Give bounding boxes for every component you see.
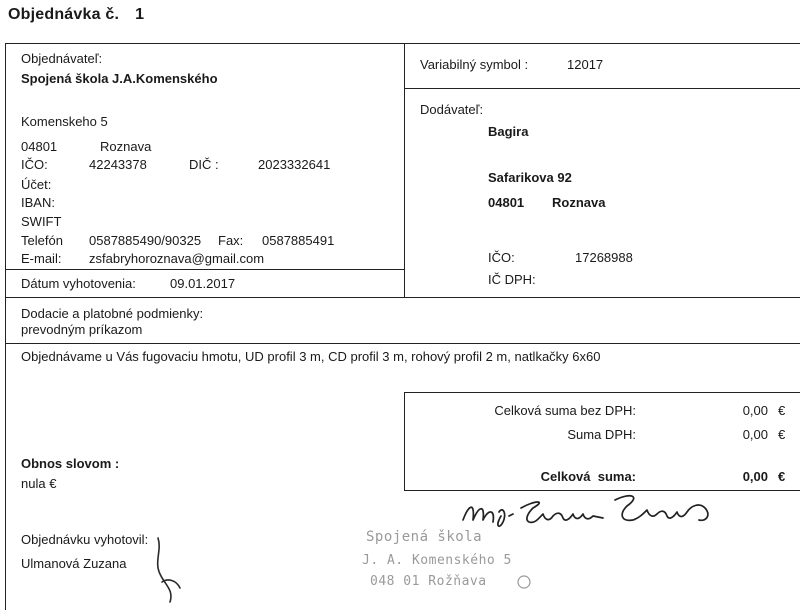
orderer-dic-label: DIČ :	[189, 157, 219, 172]
orderer-zip: 04801	[21, 139, 58, 154]
order-text-divider	[5, 343, 800, 344]
date-label: Dátum vyhotovenia:	[21, 276, 136, 291]
supplier-street: Safarikova 92	[488, 170, 572, 185]
orderer-swift-label: SWIFT	[21, 214, 62, 229]
supplier-name: Bagira	[488, 124, 529, 139]
orderer-street: Komenskeho 5	[21, 114, 108, 129]
variable-symbol-label: Variabilný symbol :	[420, 57, 529, 72]
orderer-name: Spojená škola J.A.Komenského	[21, 71, 218, 86]
orderer-fax: 0587885491	[262, 233, 335, 248]
stamp-line-1: Spojená škola	[366, 529, 483, 545]
date-divider	[5, 269, 404, 270]
issued-by-name: Ulmanová Zuzana	[21, 556, 127, 571]
orderer-ico-label: IČO:	[21, 157, 48, 172]
totals-box-top	[404, 392, 800, 393]
order-description: Objednávame u Vás fugovaciu hmotu, UD profil 3 m, CD profil 3 m, rohový profil 2 m, natlkačky 6x60	[21, 349, 601, 364]
grand-total-value: 0,00	[742, 469, 768, 484]
vat-total-value: 0,00	[742, 427, 768, 442]
supplier-ico: 17268988	[575, 250, 633, 265]
supplier-city: Roznava	[552, 195, 606, 210]
stamp-line-2: J. A. Komenského 5	[362, 553, 512, 568]
net-total-currency: €	[778, 403, 786, 418]
supplier-label: Dodávateľ:	[420, 102, 484, 117]
order-number: 1	[135, 6, 145, 23]
grand-total-label: Celková suma:	[540, 469, 636, 484]
order-title-label: Objednávka č.	[8, 6, 120, 23]
header-column-divider	[404, 43, 405, 297]
variable-symbol-value: 12017	[567, 57, 604, 72]
orderer-ico: 42243378	[89, 157, 147, 172]
date-value: 09.01.2017	[170, 276, 236, 291]
net-total-value: 0,00	[742, 403, 768, 418]
form-left-border	[5, 43, 6, 610]
vat-total-label: Suma DPH:	[567, 427, 636, 442]
orderer-dic: 2023332641	[258, 157, 331, 172]
orderer-fax-label: Fax:	[218, 233, 244, 248]
terms-label: Dodacie a platobné podmienky:	[21, 306, 204, 321]
orderer-phone: 0587885490/90325	[89, 233, 202, 248]
variable-symbol-divider	[404, 88, 800, 89]
stamp-line-3: 048 01 Rožňava	[370, 574, 487, 589]
orderer-phone-label: Telefón	[21, 233, 63, 248]
in-words-label: Obnos slovom :	[21, 456, 120, 471]
order-title	[8, 6, 144, 24]
orderer-email-label: E-mail:	[21, 251, 62, 266]
terms-top-divider	[5, 297, 800, 298]
net-total-label: Celková suma bez DPH:	[494, 403, 636, 418]
terms-value: prevodným príkazom	[21, 322, 143, 337]
supplier-ico-label: IČO:	[488, 250, 515, 265]
orderer-city: Roznava	[100, 139, 152, 154]
stamp-mark-icon	[516, 574, 532, 590]
vat-total-currency: €	[778, 427, 786, 442]
totals-box-left	[404, 392, 405, 490]
issuer-signature	[140, 530, 190, 610]
director-signature	[455, 486, 725, 546]
orderer-iban-label: IBAN:	[21, 195, 55, 210]
issued-by-label: Objednávku vyhotovil:	[21, 532, 149, 547]
supplier-icdph-label: IČ DPH:	[488, 272, 536, 287]
in-words-value: nula €	[21, 476, 57, 491]
supplier-zip: 04801	[488, 195, 525, 210]
grand-total-currency: €	[778, 469, 786, 484]
form-top-border	[5, 43, 800, 44]
orderer-account-label: Účet:	[21, 177, 52, 192]
orderer-label: Objednávateľ:	[21, 51, 103, 66]
orderer-email: zsfabryhoroznava@gmail.com	[89, 251, 265, 266]
